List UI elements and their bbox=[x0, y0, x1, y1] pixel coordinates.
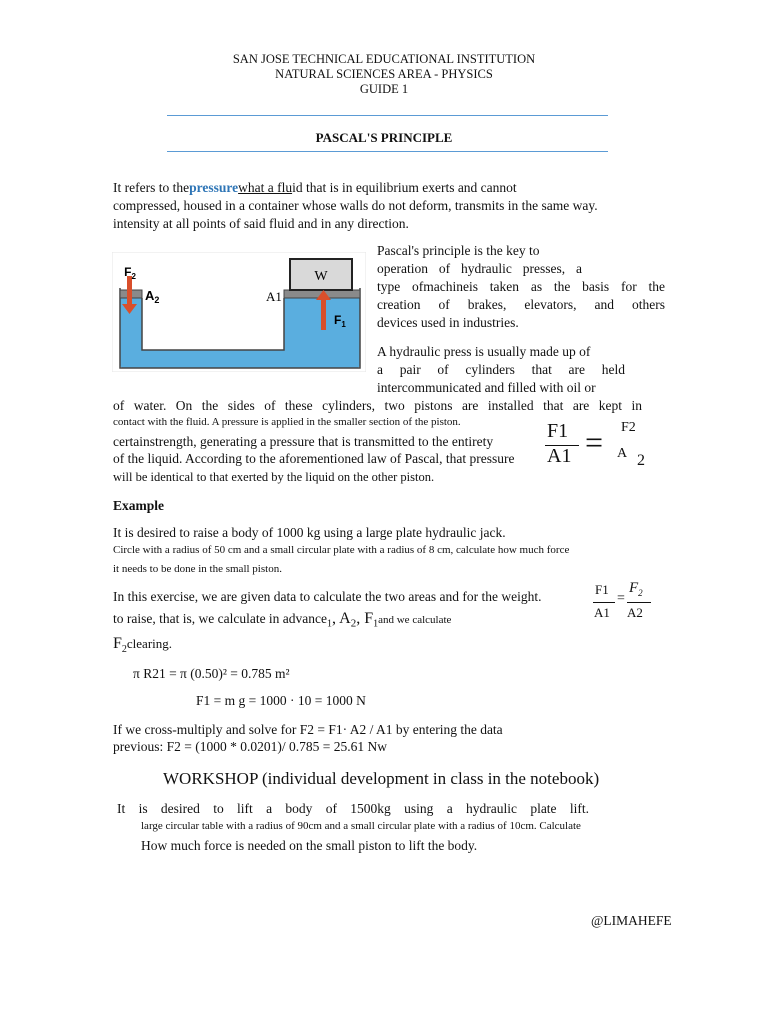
institution-name: SAN JOSE TECHNICAL EDUCATIONAL INSTITUTION bbox=[232, 52, 536, 66]
formula-denominator-a1: A1 bbox=[547, 445, 572, 467]
ratio-fraction-bar-left bbox=[593, 602, 615, 603]
example-line-6: $F_2clearing$. bbox=[113, 635, 173, 656]
force-equation: F1 = m g = 1000 · 10 = 1000 N bbox=[196, 693, 366, 708]
guide-number: GUIDE 1 bbox=[359, 82, 409, 96]
right-text-6: A hydraulic press is usually made up of bbox=[377, 344, 591, 359]
example-line-7: If we cross-multiply and solve for F2 = F1· A2 / A1 by entering the data bbox=[113, 722, 503, 737]
page-title: PASCAL'S PRINCIPLE bbox=[315, 130, 453, 145]
author-tag: @LIMAHEFE bbox=[591, 913, 672, 928]
example-line-8: previous: F2 = (1000 * 0.0201)/ 0.785 = 25.61 Nw bbox=[113, 739, 387, 754]
ratio-formula bbox=[592, 580, 654, 628]
right-text-3: type ofmachineis taken as the basis for the bbox=[377, 279, 665, 294]
f1-arrow-shaft bbox=[321, 298, 326, 330]
title-rule-top bbox=[167, 115, 608, 116]
right-text-8: intercommunicated and filled with oil or bbox=[377, 380, 596, 395]
intro-line-3: intensity at all points of said fluid and in any direction. bbox=[113, 216, 409, 231]
weight-label: W bbox=[314, 269, 328, 284]
a1-label: A1 bbox=[266, 289, 282, 304]
title-rule-bottom bbox=[167, 151, 608, 152]
example-line-3: it needs to be done in the small piston. bbox=[113, 563, 282, 575]
right-text-1: Pascal's principle is the key to bbox=[377, 243, 540, 258]
formula-numerator-f2: F2 bbox=[621, 420, 636, 435]
intro-line-1: It refers to thepressurewhat a fluid that is in equilibrium exerts and cannot bbox=[113, 180, 517, 195]
right-text-4: creation of brakes, elevators, and others bbox=[377, 297, 665, 312]
cont-line-5: will be identical to that exerted by the liquid on the other piston. bbox=[113, 470, 435, 484]
pascal-formula bbox=[541, 416, 661, 472]
hydraulic-press-diagram bbox=[112, 252, 366, 372]
intro-line-2: compressed, housed in a container whose walls do not deform, transmits in the same way. bbox=[113, 198, 598, 213]
a2-label: $A_2$ bbox=[145, 288, 160, 305]
right-text-5: devices used in industries. bbox=[377, 315, 519, 330]
formula-denominator-a: A bbox=[617, 446, 628, 461]
area-equation: π R21 = π (0.50)² = 0.785 m² bbox=[133, 666, 290, 681]
f2-label: $F_2$ bbox=[124, 265, 136, 281]
example-line-1: It is desired to raise a body of 1000 kg using a large plate hydraulic jack. bbox=[113, 525, 506, 540]
f1-label: $F_1$ bbox=[334, 313, 346, 329]
cont-line-3: certainstrength, generating a pressure that is transmitted to the entirety bbox=[113, 434, 494, 449]
example-line-5: to raise, that is, we calculate in advance$_1$, $A_2$, $F_1and$ we calculate bbox=[113, 610, 452, 630]
formula-denominator-2: 2 bbox=[637, 452, 645, 469]
ratio-fraction-bar-right bbox=[627, 602, 651, 603]
cont-line-2: contact with the fluid. A pressure is applied in the smaller section of the piston. bbox=[113, 416, 461, 428]
example-line-2: Circle with a radius of 50 cm and a small circular plate with a radius of 8 cm, calculate how much force bbox=[113, 544, 570, 556]
ratio-equals: = bbox=[617, 591, 625, 606]
example-line-4: In this exercise, we are given data to calculate the two areas and for the weight. bbox=[113, 589, 542, 604]
cont-line-1: of water. On the sides of these cylinders, two pistons are installed that are kept in bbox=[113, 398, 642, 413]
workshop-line-1: It is desired to lift a body of 1500kg using a hydraulic plate lift. bbox=[117, 801, 589, 816]
ratio-numerator-f1: F1 bbox=[595, 582, 609, 597]
workshop-heading: WORKSHOP (individual development in class in the notebook) bbox=[163, 769, 600, 788]
ratio-numerator-f2: $F_2$ bbox=[629, 580, 643, 598]
ratio-denominator-a2: A2 bbox=[627, 605, 643, 620]
right-text-2: operation of hydraulic presses, a bbox=[377, 261, 582, 276]
formula-equals: = bbox=[585, 424, 604, 460]
pressure-link[interactable]: pressure bbox=[189, 180, 239, 195]
formula-numerator-f1: F1 bbox=[547, 420, 569, 442]
example-heading: Example bbox=[113, 498, 165, 513]
ratio-denominator-a1: A1 bbox=[594, 605, 610, 620]
workshop-line-2: large circular table with a radius of 90cm and a small circular plate with a radius of 10cm. Calculate bbox=[141, 820, 581, 832]
area-name: NATURAL SCIENCES AREA - PHYSICS bbox=[275, 67, 493, 81]
right-text-7: a pair of cylinders that are held bbox=[377, 362, 625, 377]
workshop-line-3: How much force is needed on the small piston to lift the body. bbox=[141, 838, 478, 853]
cont-line-4: of the liquid. According to the aforementioned law of Pascal, that pressure bbox=[113, 451, 515, 466]
